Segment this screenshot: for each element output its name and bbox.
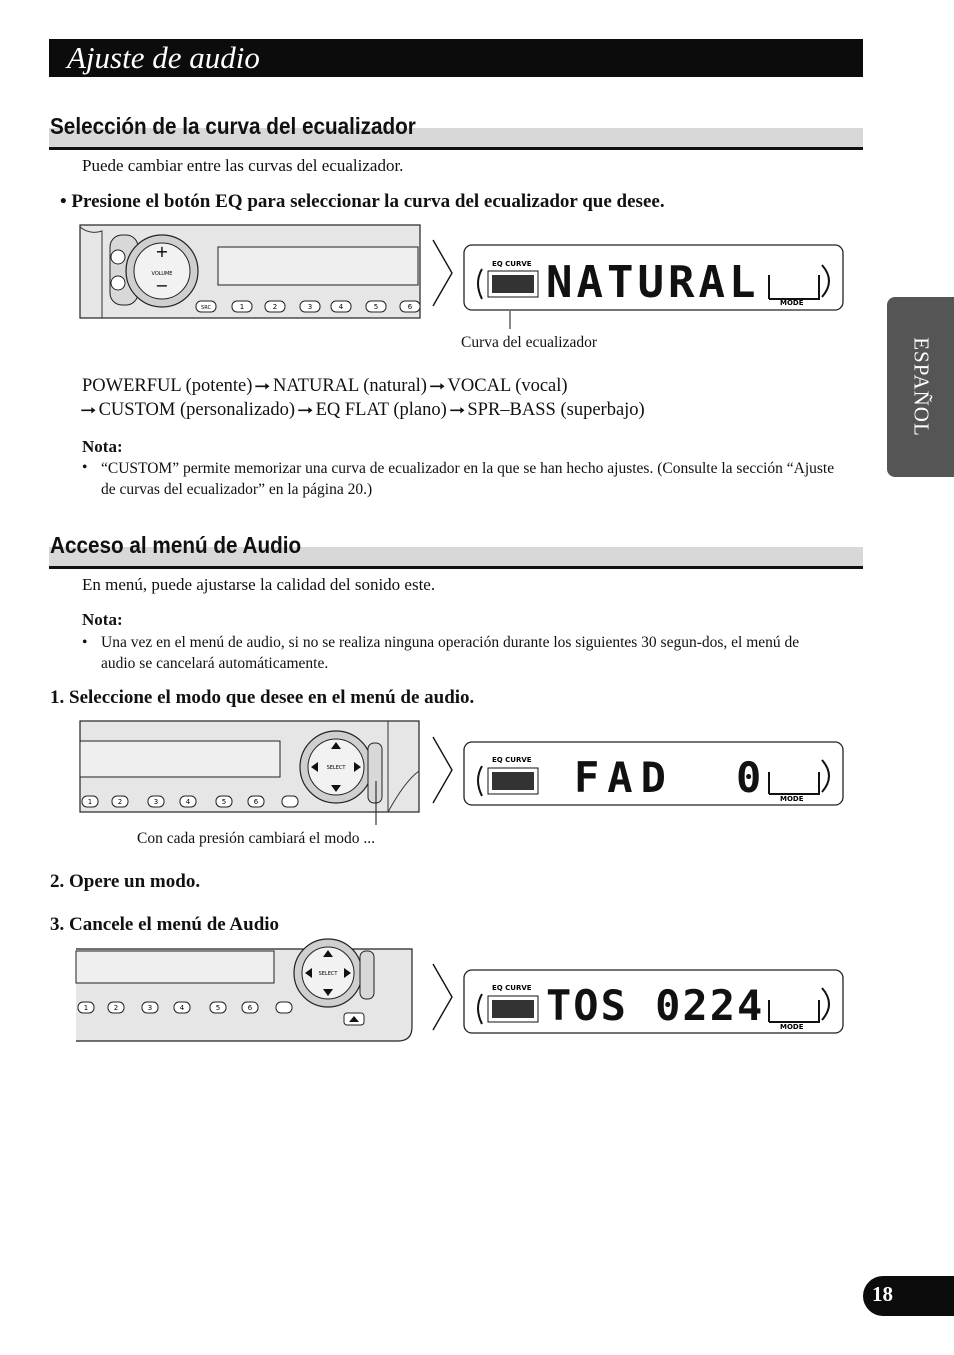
section-title: Acceso al menú de Audio — [50, 532, 302, 558]
language-tab-label: ESPAÑOL — [909, 337, 933, 437]
svg-text:3: 3 — [147, 1004, 153, 1012]
eq-option: SPR–BASS (superbajo) — [467, 400, 645, 420]
eq-curve-label: EQ CURVE — [492, 984, 532, 992]
display-caption: Curva del ecualizador — [461, 334, 597, 351]
page-number: 18 — [872, 1282, 893, 1306]
svg-text:4: 4 — [338, 303, 344, 311]
svg-text:6: 6 — [407, 303, 413, 311]
svg-text:SRC: SRC — [201, 305, 211, 311]
eq-sequence-line-1 — [82, 376, 568, 397]
select-label: SELECT — [318, 971, 338, 977]
lcd-value-text: 0 — [736, 753, 762, 802]
head-unit-cancel-illustration — [76, 949, 416, 1043]
arrow-right-icon: ➞ — [254, 379, 271, 395]
svg-text:1: 1 — [239, 303, 245, 311]
select-label: SELECT — [326, 765, 346, 771]
bullet-icon: • — [82, 459, 88, 476]
lcd-main-text: NATURAL — [546, 257, 760, 308]
section-title: Selección de la curva del ecualizador — [50, 113, 416, 139]
arrow-right-icon: ➞ — [297, 403, 314, 419]
arrow-right-icon: ➞ — [429, 379, 446, 395]
eq-curve-label: EQ CURVE — [492, 756, 532, 764]
lcd-main-text: FAD — [574, 753, 674, 802]
eq-option: POWERFUL (potente) — [82, 376, 253, 396]
section-intro: Puede cambiar entre las curvas del ecualizador. — [82, 156, 404, 175]
arrow-right-icon: ➞ — [80, 403, 97, 419]
svg-text:+: + — [155, 242, 169, 261]
svg-text:5: 5 — [215, 1004, 221, 1012]
language-tab — [887, 297, 954, 477]
svg-text:6: 6 — [247, 1004, 253, 1012]
eq-sequence-line-2 — [82, 400, 645, 421]
svg-text:2: 2 — [113, 1004, 119, 1012]
lcd-main-text: TOS 0224 — [546, 981, 765, 1030]
svg-text:6: 6 — [253, 798, 259, 806]
lcd-display-natural — [464, 245, 844, 311]
eq-option: EQ FLAT (plano) — [315, 400, 447, 420]
eq-curve-label: EQ CURVE — [492, 260, 532, 268]
svg-text:5: 5 — [221, 798, 227, 806]
chevron-right-icon — [431, 238, 455, 308]
chevron-right-icon — [431, 735, 455, 805]
instruction-text: • Presione el botón EQ para seleccionar la curva del ecualizador que desee. — [60, 191, 665, 212]
step-3: 3. Cancele el menú de Audio — [50, 914, 280, 935]
svg-text:3: 3 — [307, 303, 313, 311]
page-title: Ajuste de audio — [67, 40, 260, 75]
page-number-badge — [863, 1276, 954, 1316]
note-label: Nota: — [82, 610, 123, 629]
step1-caption: Con cada presión cambiará el modo ... — [137, 830, 376, 847]
callout-line — [509, 311, 513, 331]
bullet-icon: • — [82, 634, 88, 651]
lcd-display-fad — [464, 742, 844, 806]
eq-option: NATURAL (natural) — [273, 376, 427, 396]
svg-text:−: − — [155, 276, 169, 295]
svg-text:2: 2 — [117, 798, 123, 806]
head-unit-select-illustration — [80, 721, 420, 813]
volume-label: VOLUME — [151, 271, 173, 277]
svg-text:1: 1 — [83, 1004, 89, 1012]
svg-text:4: 4 — [179, 1004, 185, 1012]
note-text: “CUSTOM” permite memorizar una curva de ecualizador en la que se han hecho ajustes. (Consulte la sección “Ajuste de curvas del ecualizador” en la página 20.) — [101, 460, 835, 498]
svg-text:2: 2 — [272, 303, 278, 311]
mode-label: MODE — [780, 1023, 804, 1031]
svg-text:5: 5 — [373, 303, 379, 311]
head-unit-illustration — [80, 225, 420, 319]
chevron-right-icon — [431, 962, 455, 1032]
arrow-right-icon: ➞ — [448, 403, 466, 419]
mode-label: MODE — [780, 299, 804, 307]
step-2: 2. Opere un modo. — [50, 871, 201, 892]
note-label: Nota: — [82, 437, 123, 456]
eq-option: VOCAL (vocal) — [447, 376, 568, 396]
svg-text:1: 1 — [87, 798, 93, 806]
note-text: Una vez en el menú de audio, si no se realiza ninguna operación durante los siguientes 30 segun-dos, el menú de audio se cancelará automáticamente. — [101, 634, 800, 672]
page-header-banner — [49, 39, 863, 77]
section-intro: En menú, puede ajustarse la calidad del sonido este. — [82, 575, 436, 594]
mode-label: MODE — [780, 795, 804, 803]
svg-text:4: 4 — [185, 798, 191, 806]
step-1: 1. Seleccione el modo que desee en el menú de audio. — [50, 687, 475, 708]
lcd-display-tos — [464, 970, 844, 1034]
svg-text:3: 3 — [153, 798, 159, 806]
eq-option: CUSTOM (personalizado) — [98, 400, 296, 420]
